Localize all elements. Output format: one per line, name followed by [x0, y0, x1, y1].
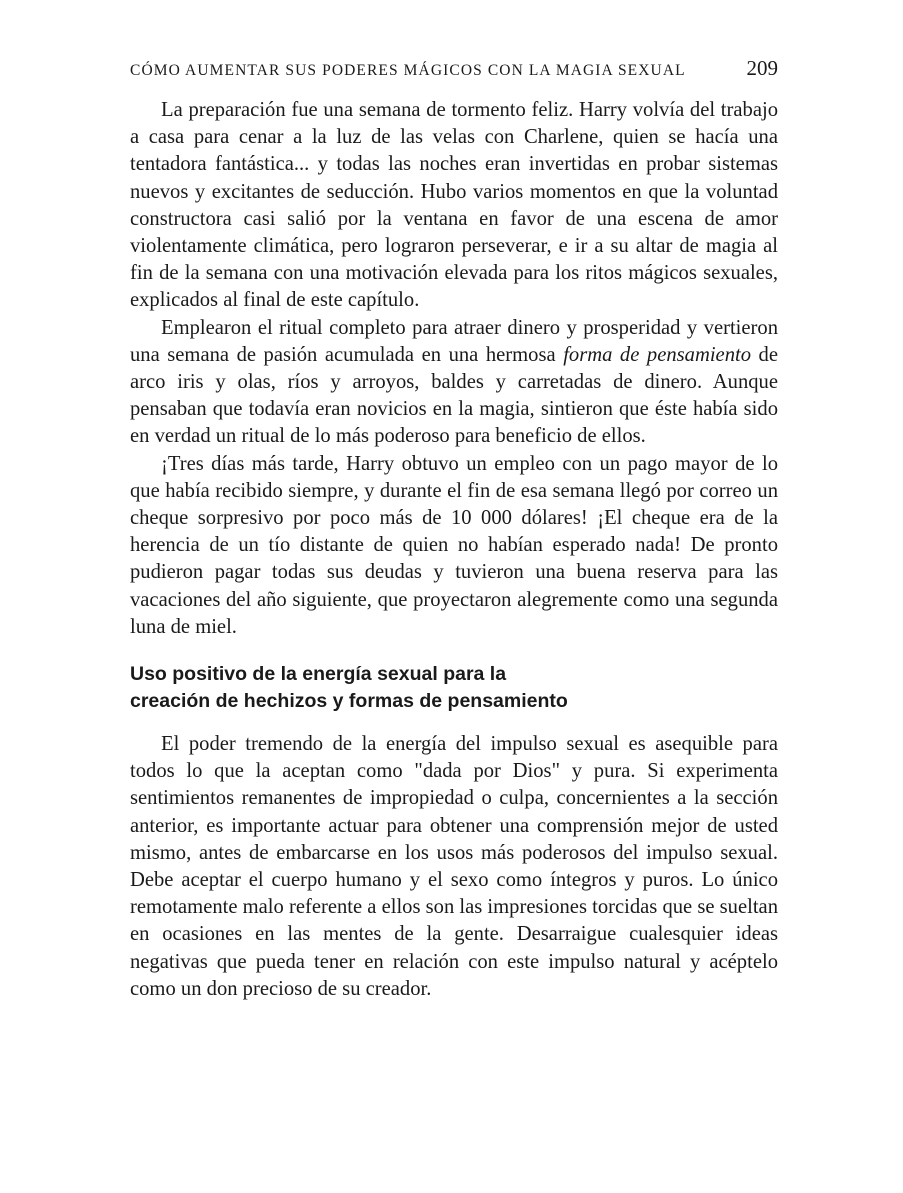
page-number: 209 [746, 56, 778, 80]
paragraph-sexual-energy: El poder tremendo de la energía del impulso sexual es asequible para todos lo que la aceptan como "dada por Dios" y pura. Si experimenta sentimientos remanentes de impropiedad o culpa, concernientes a la sección anterior, es importante actuar para obtener una comprensión mejor de usted mismo, antes de embarcarse en los usos más poderosos del impulso sexual. Debe aceptar el cuerpo humano y el sexo como íntegros y puros. Lo único remotamente malo referente a ellos son las impresiones torcidas que se sueltan en ocasiones en las mentes de la gente. Desarraigue cualesquier ideas negativas que pueda tener en relación con este impulso natural y acéptelo como un don precioso de su creador. [130, 733, 778, 1000]
paragraph-ritual [130, 315, 778, 451]
section-heading-line-1: Uso positivo de la energía sexual para la [130, 663, 507, 686]
paragraph-results: ¡Tres días más tarde, Harry obtuvo un empleo con un pago mayor de lo que había recibido siempre, y durante el fin de esa semana llegó por correo un cheque sorpresivo por poco más de 10 000 dólares! ¡El cheque era de la herencia de un tío distante de quien no habían esperado nada! De pronto pudieron pagar todas sus deudas y tuvieron una buena reserva para las vacaciones del año siguiente, que proyectaron alegremente como una segunda luna de miel. [130, 452, 778, 638]
running-title: CÓMO AUMENTAR SUS PODERES MÁGICOS CON LA MAGIA SEXUAL [130, 62, 686, 79]
body-text [130, 97, 778, 1003]
ritual-text-start: Emplearon el ritual completo para atraer dinero y prosperidad y vertieron una semana de pasión acumulada en una hermosa [130, 316, 778, 366]
italic-term: forma de pensamiento [563, 343, 752, 366]
running-header [130, 56, 778, 81]
section-heading [130, 661, 778, 714]
section-heading-line-2: creación de hechizos y formas de pensamiento [130, 689, 568, 712]
paragraph-preparation: La preparación fue una semana de tormento feliz. Harry volvía del trabajo a casa para cenar a la luz de las velas con Charlene, quien se hacía una tentadora fantástica... y todas las noches eran invertidas en probar sistemas nuevos y excitantes de seducción. Hubo varios momentos en que la voluntad constructora casi salió por la ventana en favor de una escena de amor violentamente climática, pero lograron perseverar, e ir a su altar de magia al fin de la semana con una motivación elevada para los ritos mágicos sexuales, explicados al final de este capítulo. [130, 99, 778, 312]
ritual-text-end: de arco iris y olas, ríos y arroyos, baldes y carretadas de dinero. Aunque pensaban que todavía eran novicios en la magia, sintieron que éste había sido en verdad un ritual de lo más poderoso para beneficio de ellos. [130, 343, 778, 448]
